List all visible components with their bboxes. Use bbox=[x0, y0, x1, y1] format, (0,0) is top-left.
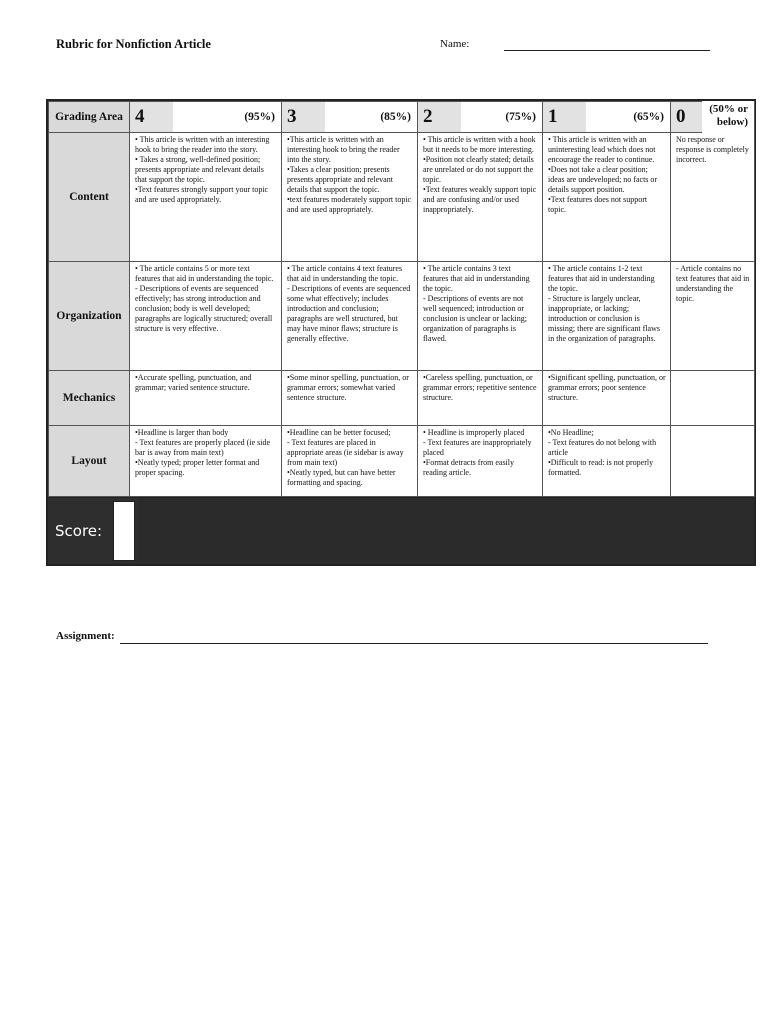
criteria-cell: •This article is written with an interesting hook to bring the reader into the story. •Takes a clear position; presents presents appropriate and relevant details that support the topic. •text features moderately support topic and are used appropriately. bbox=[282, 133, 418, 262]
row-label: Mechanics bbox=[49, 371, 130, 426]
level-percent: (65%) bbox=[586, 102, 670, 132]
criteria-cell: - Article contains no text features that aid in understanding the topic. bbox=[671, 262, 755, 371]
level-percent: (50% or below) bbox=[702, 101, 754, 133]
rubric-row-content bbox=[49, 133, 755, 262]
criteria-cell: • The article contains 4 text features that aid in understanding the topic. - Descriptions of events are sequenced some what effectively; includes introduction and conclusion; paragraphs are well structured, but may have minor flaws; structure is generally effective. bbox=[282, 262, 418, 371]
criteria-cell: • This article is written with a hook but it needs to be more interesting. •Position not clearly stated; details are unrelated or do not support the topic. •Text features weakly support topic and are confusing and/or used inappropriately. bbox=[418, 133, 543, 262]
level-header-3 bbox=[282, 102, 418, 133]
level-number: 1 bbox=[543, 102, 586, 132]
score-bar bbox=[48, 497, 754, 564]
level-header-2 bbox=[418, 102, 543, 133]
criteria-cell bbox=[671, 371, 755, 426]
name-label: Name: bbox=[440, 38, 470, 50]
row-label: Layout bbox=[49, 426, 130, 497]
level-number: 3 bbox=[282, 102, 325, 132]
criteria-cell: • The article contains 3 text features that aid in understanding the topic. - Descriptions of events are not well sequenced; introduction or conclusion is unclear or lacking; organization of paragraphs is flawed. bbox=[418, 262, 543, 371]
assignment-label: Assignment: bbox=[56, 630, 115, 642]
score-label: Score: bbox=[55, 522, 103, 540]
level-number: 0 bbox=[671, 102, 702, 132]
criteria-cell: • Headline is improperly placed - Text features are inappropriately placed •Format detracts from easily reading article. bbox=[418, 426, 543, 497]
score-notes-area bbox=[137, 498, 754, 564]
rubric-table bbox=[46, 99, 756, 566]
criteria-cell: •Some minor spelling, punctuation, or grammar errors; somewhat varied sentence structure. bbox=[282, 371, 418, 426]
level-percent: (85%) bbox=[325, 102, 417, 132]
criteria-cell: •No Headline; - Text features do not belong with article •Difficult to read: is not properly formatted. bbox=[543, 426, 671, 497]
criteria-cell: No response or response is completely incorrect. bbox=[671, 133, 755, 262]
level-number: 2 bbox=[418, 102, 461, 132]
row-label: Content bbox=[49, 133, 130, 262]
level-number: 4 bbox=[130, 102, 173, 132]
row-label: Organization bbox=[49, 262, 130, 371]
rubric-row-layout bbox=[49, 426, 755, 497]
level-header-4 bbox=[130, 102, 282, 133]
criteria-cell: •Accurate spelling, punctuation, and grammar; varied sentence structure. bbox=[130, 371, 282, 426]
criteria-cell: • This article is written with an uninteresting lead which does not encourage the reader to continue. •Does not take a clear position; ideas are undeveloped; no facts or details support position. •Text features does not support topic. bbox=[543, 133, 671, 262]
level-header-0 bbox=[671, 102, 755, 133]
criteria-cell: • This article is written with an interesting hook to bring the reader into the story. • Takes a strong, well-defined position; presents appropriate and relevant details that support the topic. •Text features strongly support your topic and are used appropriately. bbox=[130, 133, 282, 262]
assignment-input-line[interactable] bbox=[120, 643, 708, 644]
grading-area-header: Grading Area bbox=[49, 102, 130, 133]
name-input-line[interactable] bbox=[504, 50, 710, 51]
criteria-cell: •Headline can be better focused; - Text features are placed in appropriate areas (ie sidebar is away from main text) •Neatly typed, but can have better formatting and spacing. bbox=[282, 426, 418, 497]
criteria-cell: •Careless spelling, punctuation, or grammar errors; repetitive sentence structure. bbox=[418, 371, 543, 426]
level-percent: (75%) bbox=[461, 102, 542, 132]
score-input-box[interactable] bbox=[113, 501, 135, 561]
rubric-row-organization bbox=[49, 262, 755, 371]
criteria-cell: •Significant spelling, punctuation, or grammar errors; poor sentence structure. bbox=[543, 371, 671, 426]
criteria-cell: • The article contains 1-2 text features that aid in understanding the topic. - Structure is largely unclear, inappropriate, or lacking; introduction or conclusion is missing; there are significant flaws in the organization of paragraphs. bbox=[543, 262, 671, 371]
rubric-row-mechanics bbox=[49, 371, 755, 426]
page-title: Rubric for Nonfiction Article bbox=[56, 37, 211, 51]
level-header-1 bbox=[543, 102, 671, 133]
level-percent: (95%) bbox=[173, 102, 281, 132]
criteria-cell: •Headline is larger than body - Text features are properly placed (ie side bar is away from main text) •Neatly typed; proper letter format and proper spacing. bbox=[130, 426, 282, 497]
criteria-cell bbox=[671, 426, 755, 497]
criteria-cell: • The article contains 5 or more text features that aid in understanding the topic. - Descriptions of events are sequenced effectively; has strong introduction and conclusion; body is well developed; paragraphs are logically structured; overall structure is very effective. bbox=[130, 262, 282, 371]
